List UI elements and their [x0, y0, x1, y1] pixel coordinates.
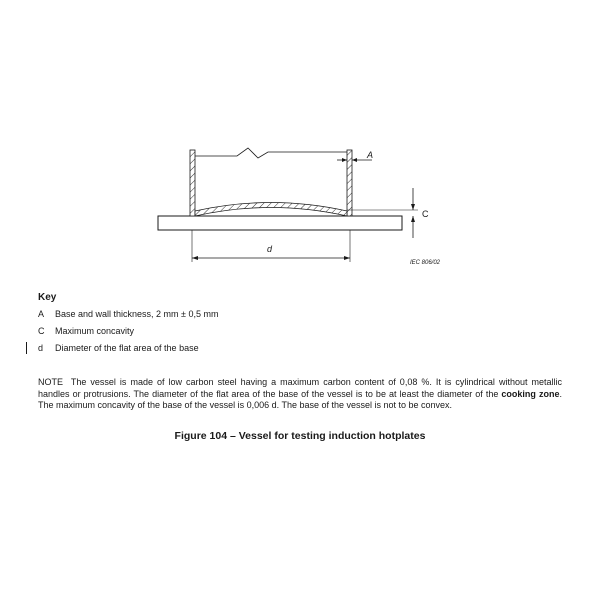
key-letter: d — [38, 343, 44, 353]
label-c: C — [422, 209, 429, 219]
note-label: NOTE — [38, 377, 64, 387]
hotplate-plate — [158, 216, 402, 230]
vessel-base — [195, 203, 347, 217]
note-emphasis: cooking zone — [501, 388, 560, 399]
note-text-2: . The maximum concavity of the base of the vessel is 0,006 d. The base of the vessel is not to be convex. — [38, 388, 562, 410]
dim-c-arrowhead-bottom — [411, 216, 415, 222]
key-item-d — [38, 343, 199, 353]
dim-a-arrowhead-left — [342, 158, 347, 162]
key-text: Diameter of the flat area of the base — [55, 343, 199, 353]
vessel-diagram — [0, 0, 600, 280]
label-d: d — [267, 244, 273, 254]
key-text: Base and wall thickness, 2 mm ± 0,5 mm — [55, 309, 219, 319]
dim-a-arrowhead-right — [352, 158, 357, 162]
vessel-left-wall — [190, 150, 195, 216]
vessel-right-wall — [347, 150, 352, 216]
key-item-c — [38, 326, 134, 336]
break-line — [195, 148, 347, 158]
figure-caption: Figure 104 – Vessel for testing induction hotplates — [174, 430, 426, 442]
key-text: Maximum concavity — [55, 326, 135, 336]
key-letter: A — [38, 309, 45, 319]
dim-c-arrowhead-top — [411, 204, 415, 210]
key-letter: C — [38, 326, 45, 336]
dim-d-arrowhead-right — [344, 256, 350, 260]
iec-reference: IEC 806/02 — [410, 260, 441, 266]
note-paragraph — [38, 377, 562, 412]
change-bar — [26, 342, 27, 354]
label-a: A — [367, 150, 374, 160]
note-text-1: The vessel is made of low carbon steel having a maximum carbon content of 0,08 %. It is cylindrical without metallic handles or protrusions. The diameter of the flat area of the base of the vessel is to be at least the diameter of the — [38, 377, 562, 399]
key-heading: Key — [38, 292, 57, 303]
dim-d-arrowhead-left — [192, 256, 198, 260]
key-item-a — [38, 309, 219, 319]
